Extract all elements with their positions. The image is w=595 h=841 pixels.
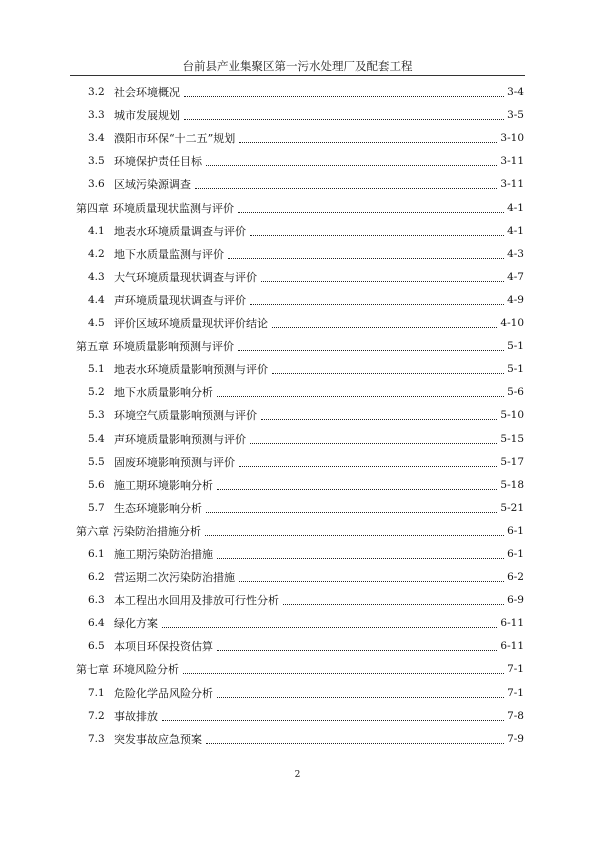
dot-leader [217, 489, 497, 490]
toc-entry-number: 5.6 [88, 478, 105, 491]
toc-entry-title: 地下水质量影响分析 [114, 386, 213, 400]
toc-entry-number: 5.3 [88, 409, 105, 422]
dot-leader [206, 512, 497, 513]
toc-section-entry[interactable] [70, 353, 524, 376]
toc-entry-title: 施工期污染防治措施 [114, 547, 213, 561]
dot-leader [250, 304, 504, 305]
dot-leader [238, 212, 504, 213]
toc-entry-page: 4-10 [500, 317, 524, 330]
toc-chapter-entry[interactable] [70, 515, 524, 538]
toc-entry-title: 声环境质量现状调查与评价 [114, 293, 246, 307]
toc-entry-title: 环境保护责任目标 [114, 155, 202, 169]
toc-entry-page: 3-4 [507, 86, 524, 99]
dot-leader [184, 119, 504, 120]
toc-entry-number: 4.2 [88, 247, 105, 260]
dot-leader [206, 743, 504, 744]
dot-leader [261, 419, 497, 420]
toc-entry-page: 5-17 [500, 455, 524, 468]
dot-leader [272, 327, 497, 328]
dot-leader [228, 258, 504, 259]
toc-section-entry[interactable] [70, 376, 524, 399]
dot-leader [217, 396, 504, 397]
toc-entry-number: 7.3 [88, 732, 105, 745]
toc-entry-number: 6.2 [88, 571, 105, 584]
dot-leader [205, 535, 504, 536]
toc-entry-title: 声环境质量影响预测与评价 [114, 432, 246, 446]
toc-entry-number: 7.2 [88, 709, 105, 722]
toc-entry-title: 地表水环境质量调查与评价 [114, 224, 246, 238]
toc-entry-title: 环境空气质量影响预测与评价 [114, 409, 257, 423]
toc-entry-page: 5-21 [500, 501, 524, 514]
toc-chapter-entry[interactable] [70, 330, 524, 353]
toc-section-entry[interactable] [70, 284, 524, 307]
toc-chapter-entry[interactable] [70, 653, 524, 676]
toc-section-entry[interactable] [70, 215, 524, 238]
toc-section-entry[interactable] [70, 538, 524, 561]
dot-leader [162, 720, 504, 721]
toc-entry-number: 4.4 [88, 293, 105, 306]
toc-section-entry[interactable] [70, 676, 524, 699]
toc-entry-title: 污染防治措施分析 [113, 524, 201, 538]
toc-entry-number: 6.5 [88, 640, 105, 653]
toc-entry-page: 6-11 [500, 617, 524, 630]
toc-entry-number: 7.1 [88, 686, 105, 699]
toc-entry-number: 第五章 [76, 340, 109, 354]
toc-entry-title: 绿化方案 [114, 617, 158, 631]
toc-entry-number: 5.2 [88, 386, 105, 399]
toc-section-entry[interactable] [70, 469, 524, 492]
toc-entry-page: 6-2 [507, 571, 524, 584]
toc-entry-title: 施工期环境影响分析 [114, 478, 213, 492]
toc-entry-page: 5-6 [507, 386, 524, 399]
toc-entry-number: 第四章 [76, 201, 109, 215]
toc-section-entry[interactable] [70, 700, 524, 723]
toc-entry-title: 本工程出水回用及排放可行性分析 [114, 594, 279, 608]
toc-section-entry[interactable] [70, 99, 524, 122]
toc-entry-number: 3.2 [88, 86, 105, 99]
toc-entry-page: 4-1 [507, 201, 524, 214]
toc-entry-page: 5-18 [500, 478, 524, 491]
toc-section-entry[interactable] [70, 238, 524, 261]
toc-entry-title: 生态环境影响分析 [114, 501, 202, 515]
dot-leader [206, 165, 497, 166]
toc-entry-number: 6.4 [88, 617, 105, 630]
toc-section-entry[interactable] [70, 630, 524, 653]
dot-leader [239, 581, 504, 582]
toc-entry-title: 固废环境影响预测与评价 [114, 455, 235, 469]
toc-entry-page: 4-1 [507, 224, 524, 237]
toc-entry-number: 5.4 [88, 432, 105, 445]
dot-leader [283, 604, 504, 605]
toc-entry-title: 濮阳市环保“十二五”规划 [114, 132, 236, 146]
toc-entry-page: 3-11 [500, 178, 524, 191]
toc-entry-title: 环境风险分析 [113, 663, 179, 677]
toc-section-entry[interactable] [70, 446, 524, 469]
toc-entry-title: 地下水质量监测与评价 [114, 247, 224, 261]
toc-entry-page: 5-10 [500, 409, 524, 422]
toc-entry-number: 5.1 [88, 363, 105, 376]
toc-entry-title: 地表水环境质量影响预测与评价 [114, 363, 268, 377]
toc-entry-number: 6.1 [88, 547, 105, 560]
toc-section-entry[interactable] [70, 723, 524, 746]
toc-entry-number: 4.3 [88, 270, 105, 283]
toc-entry-title: 突发事故应急预案 [114, 732, 202, 746]
toc-entry-number: 5.7 [88, 501, 105, 514]
dot-leader [239, 142, 497, 143]
dot-leader [162, 627, 497, 628]
toc-entry-page: 6-11 [500, 640, 524, 653]
toc-entry-number: 3.4 [88, 132, 105, 145]
toc-entry-title: 城市发展规划 [114, 109, 180, 123]
toc-entry-page: 7-9 [507, 732, 524, 745]
toc-entry-title: 大气环境质量现状调查与评价 [114, 270, 257, 284]
toc-entry-page: 5-15 [500, 432, 524, 445]
toc-entry-page: 6-1 [507, 524, 524, 537]
toc-section-entry[interactable] [70, 145, 524, 168]
toc-entry-page: 4-9 [507, 293, 524, 306]
toc-section-entry[interactable] [70, 307, 524, 330]
toc-entry-page: 7-8 [507, 709, 524, 722]
toc-entry-page: 5-1 [507, 340, 524, 353]
toc-entry-number: 第六章 [76, 524, 109, 538]
toc-entry-title: 环境质量现状监测与评价 [113, 201, 234, 215]
toc-section-entry[interactable] [70, 122, 524, 145]
toc-entry-title: 事故排放 [114, 709, 158, 723]
toc-entry-page: 4-3 [507, 247, 524, 260]
toc-entry-page: 4-7 [507, 270, 524, 283]
toc-entry-page: 3-10 [500, 132, 524, 145]
dot-leader [272, 373, 504, 374]
toc-entry-title: 营运期二次污染防治措施 [114, 571, 235, 585]
toc-entry-page: 3-11 [500, 155, 524, 168]
dot-leader [217, 558, 504, 559]
dot-leader [238, 350, 504, 351]
page-number: 2 [294, 770, 301, 780]
toc-section-entry[interactable] [70, 492, 524, 515]
dot-leader [217, 697, 504, 698]
dot-leader [184, 96, 504, 97]
toc-entry-title: 评价区域环境质量现状评价结论 [114, 317, 268, 331]
dot-leader [183, 673, 504, 674]
toc-section-entry[interactable] [70, 76, 524, 99]
dot-leader [261, 281, 504, 282]
toc-entry-number: 3.3 [88, 109, 105, 122]
table-of-contents [70, 76, 524, 746]
toc-entry-page: 7-1 [507, 663, 524, 676]
dot-leader [217, 650, 497, 651]
dot-leader [250, 443, 497, 444]
toc-entry-number: 6.3 [88, 594, 105, 607]
toc-section-entry[interactable] [70, 399, 524, 422]
dot-leader [250, 235, 504, 236]
toc-entry-number: 3.6 [88, 178, 105, 191]
toc-entry-number: 3.5 [88, 155, 105, 168]
toc-entry-page: 6-9 [507, 594, 524, 607]
toc-entry-page: 7-1 [507, 686, 524, 699]
dot-leader [195, 188, 497, 189]
dot-leader [239, 466, 497, 467]
toc-entry-page: 6-1 [507, 547, 524, 560]
toc-chapter-entry[interactable] [70, 191, 524, 214]
toc-entry-title: 社会环境概况 [114, 86, 180, 100]
toc-entry-title: 本项目环保投资估算 [114, 640, 213, 654]
toc-entry-number: 4.5 [88, 317, 105, 330]
toc-entry-number: 5.5 [88, 455, 105, 468]
toc-entry-title: 区域污染源调查 [114, 178, 191, 192]
running-header: 台前县产业集聚区第一污水处理厂及配套工程 [182, 59, 413, 73]
toc-section-entry[interactable] [70, 561, 524, 584]
toc-section-entry[interactable] [70, 168, 524, 191]
toc-entry-number: 第七章 [76, 663, 109, 677]
toc-entry-page: 3-5 [507, 109, 524, 122]
toc-entry-page: 5-1 [507, 363, 524, 376]
toc-entry-title: 环境质量影响预测与评价 [113, 340, 234, 354]
toc-entry-number: 4.1 [88, 224, 105, 237]
toc-section-entry[interactable] [70, 261, 524, 284]
toc-section-entry[interactable] [70, 422, 524, 445]
toc-section-entry[interactable] [70, 584, 524, 607]
toc-entry-title: 危险化学品风险分析 [114, 686, 213, 700]
toc-section-entry[interactable] [70, 607, 524, 630]
